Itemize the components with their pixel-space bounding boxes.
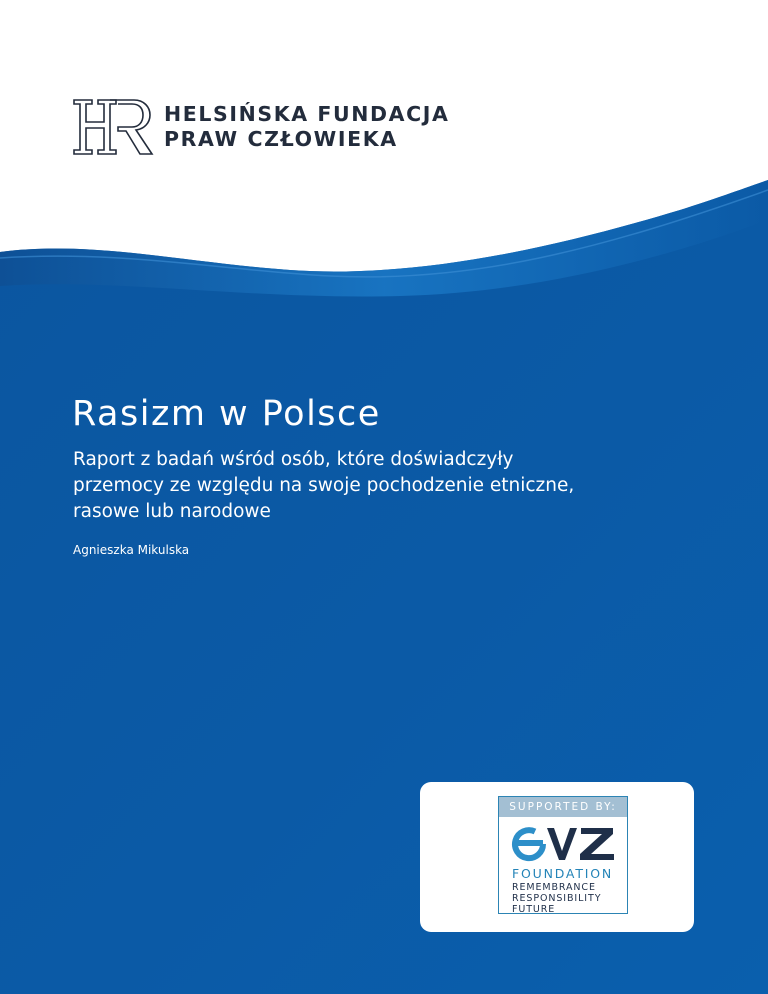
organization-name [164,102,449,152]
evz-foundation-logo [498,796,628,914]
evz-tagline-line: REMEMBRANCE [512,882,596,893]
evz-logo-icon [511,822,619,866]
organization-name-line2: PRAW CZŁOWIEKA [164,127,398,151]
organization-logo [72,96,492,160]
evz-foundation-label: FOUNDATION [512,866,614,881]
organization-name-line1: HELSIŃSKA FUNDACJA [164,102,450,126]
supported-by-label: SUPPORTED BY: [499,797,627,817]
report-subtitle: Raport z badań wśród osób, które doświadczyły przemocy ze względu na swoje pochodzenie etniczne, rasowe lub narodowe [73,449,575,522]
evz-tagline-line: FUTURE [512,904,556,915]
sponsor-card [420,782,694,932]
evz-tagline-line: RESPONSIBILITY [512,893,602,904]
report-title: Rasizm w Polsce [72,394,381,434]
evz-tagline [512,882,601,915]
report-author: Agnieszka Mikulska [73,543,190,557]
hr-monogram-icon [72,96,154,158]
